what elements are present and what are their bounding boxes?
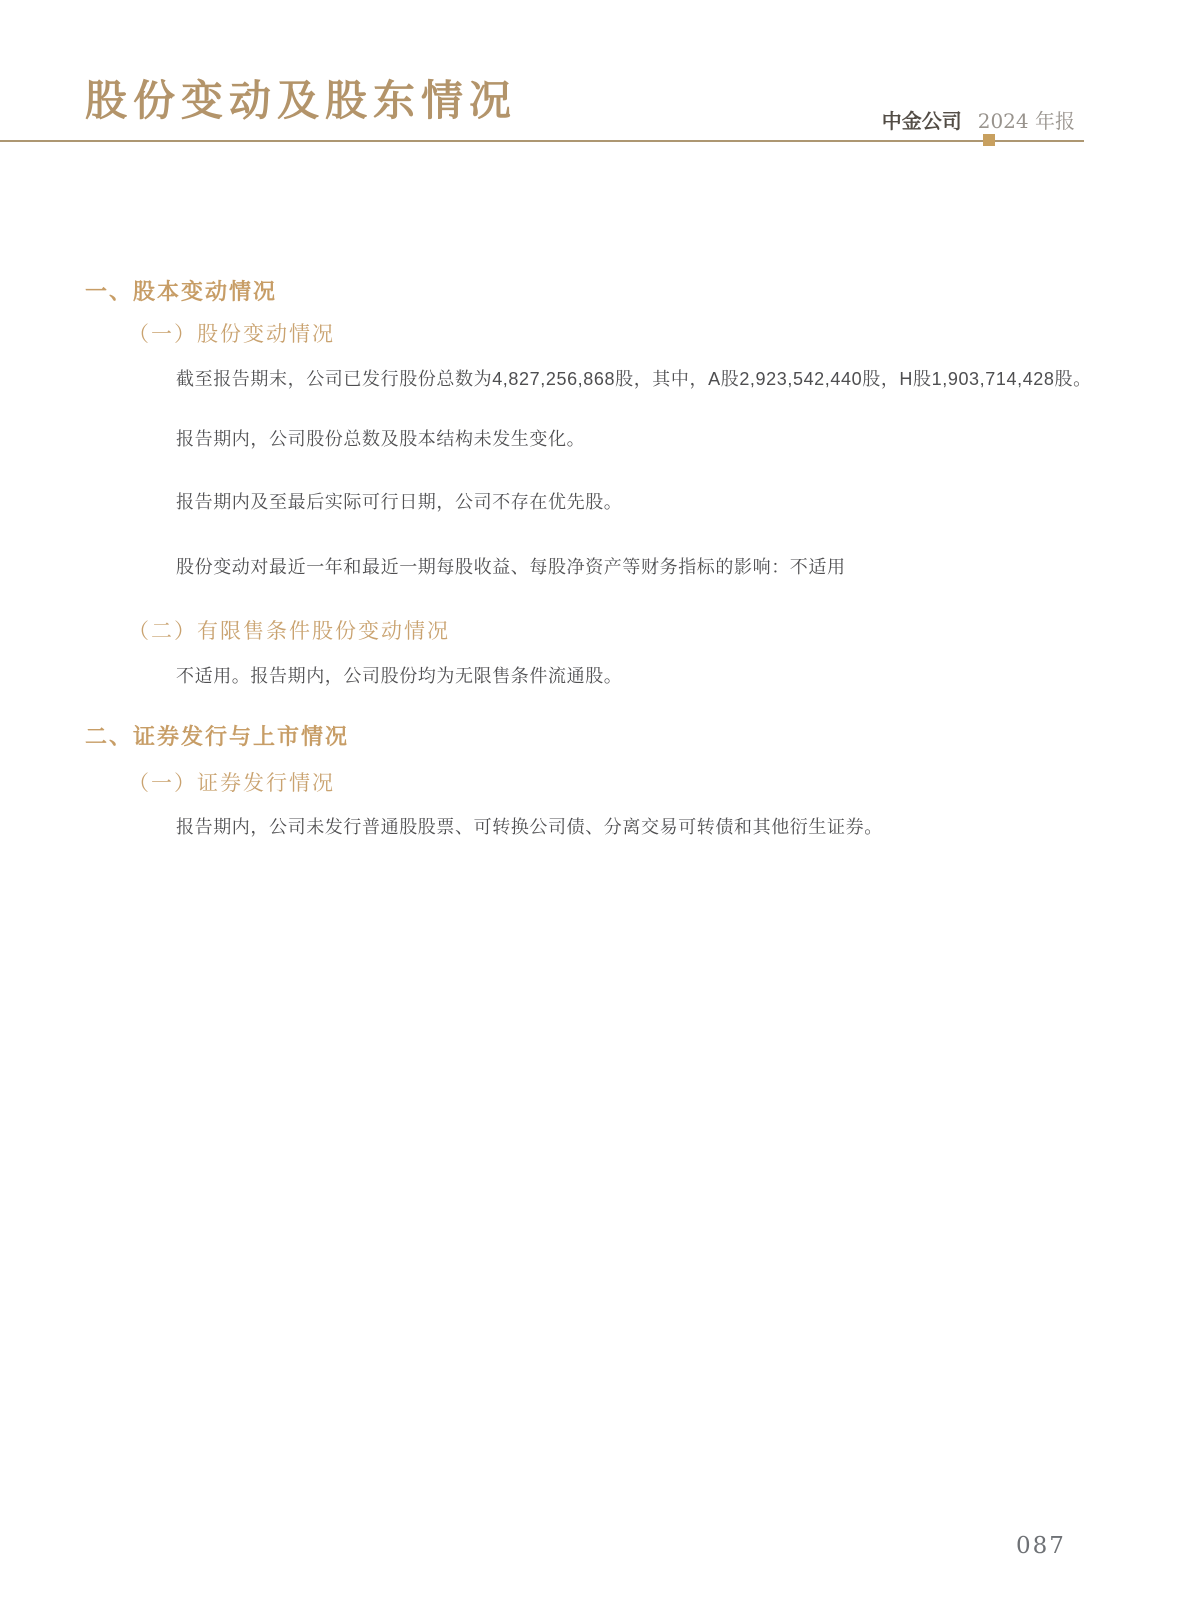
report-edition: 2024 年报 bbox=[977, 109, 1075, 133]
page-title: 股份变动及股东情况 bbox=[85, 76, 518, 125]
subsection-heading-share-changes: （一）股份变动情况 bbox=[128, 323, 335, 346]
company-name: 中金公司 bbox=[881, 109, 962, 133]
paragraph-no-securities-issued: 报告期内，公司未发行普通股股票、可转换公司债、分离交易可转债和其他衍生证券。 bbox=[176, 817, 883, 837]
paragraph-no-preferred-shares: 报告期内及至最后实际可行日期，公司不存在优先股。 bbox=[176, 492, 623, 512]
section-heading-share-capital-changes: 一、股本变动情况 bbox=[85, 279, 278, 304]
page-number: 087 bbox=[1016, 1533, 1066, 1559]
subsection-heading-restricted-shares: （二）有限售条件股份变动情况 bbox=[128, 620, 450, 643]
subsection-heading-securities-issue: （一）证券发行情况 bbox=[128, 772, 335, 795]
paragraph-total-shares: 截至报告期末，公司已发行股份总数为4,827,256,868股，其中，A股2,923,542,440股，H股1,903,714,428股。 bbox=[176, 369, 1092, 389]
paragraph-impact-not-applicable: 股份变动对最近一年和最近一期每股收益、每股净资产等财务指标的影响：不适用 bbox=[176, 557, 846, 577]
paragraph-no-structure-change: 报告期内，公司股份总数及股本结构未发生变化。 bbox=[176, 429, 586, 449]
paragraph-restricted-not-applicable: 不适用。报告期内，公司股份均为无限售条件流通股。 bbox=[176, 666, 623, 686]
section-heading-securities-issuance: 二、证券发行与上市情况 bbox=[85, 724, 350, 749]
